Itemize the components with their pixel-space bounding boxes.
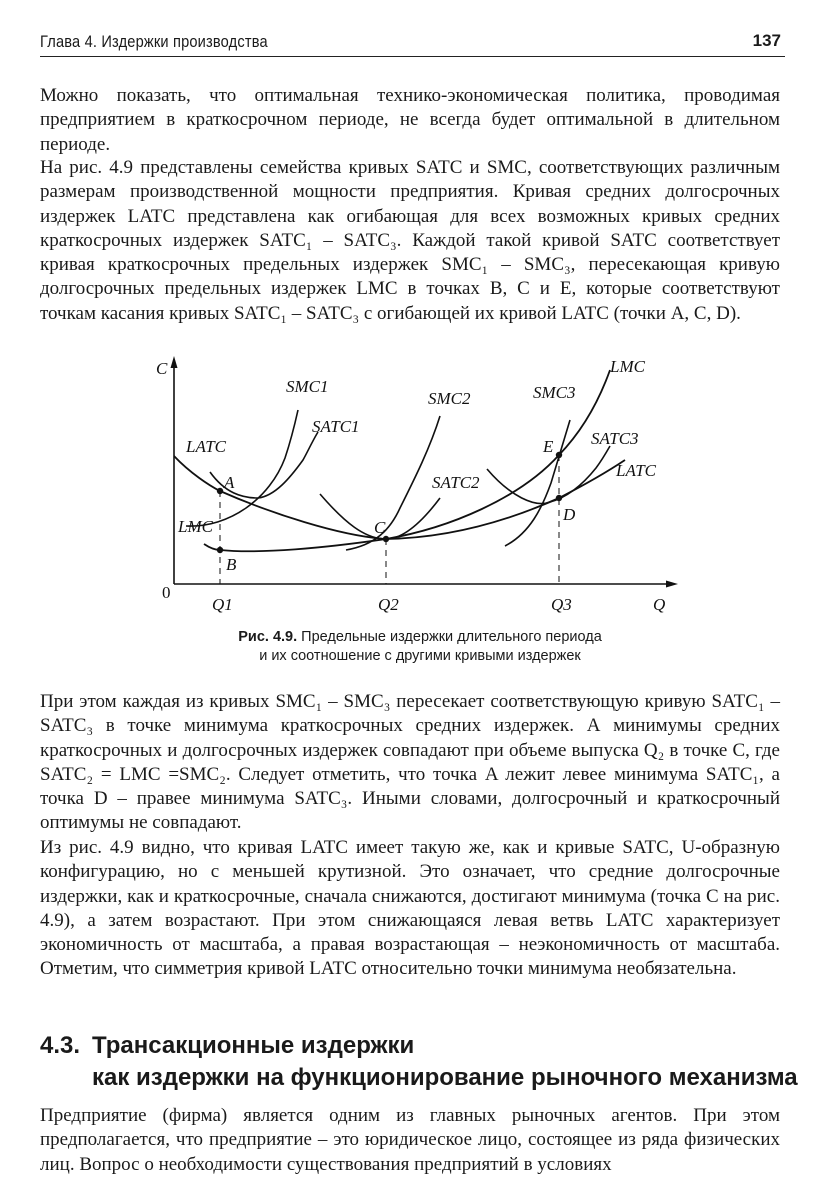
q2-label: Q2 bbox=[378, 595, 399, 614]
satc1-label: SATC1 bbox=[312, 417, 360, 436]
smc2-label: SMC2 bbox=[428, 389, 471, 408]
point-d-label: D bbox=[563, 505, 576, 524]
satc3-label: SATC3 bbox=[591, 429, 639, 448]
smc3-label: SMC3 bbox=[533, 383, 576, 402]
q3-label: Q3 bbox=[551, 595, 572, 614]
caption-number: Рис. 4.9. bbox=[238, 629, 298, 645]
x-axis-label: Q bbox=[653, 595, 666, 614]
y-axis-label: C bbox=[156, 359, 168, 378]
caption-line-1: Предельные издержки длительного периода bbox=[301, 629, 602, 645]
section-heading bbox=[40, 1030, 800, 1094]
point-a bbox=[217, 488, 223, 494]
latc-left-label: LATC bbox=[186, 437, 227, 456]
x-axis-arrow bbox=[666, 581, 678, 588]
section-title-line-1: Трансакционные издержки bbox=[92, 1032, 415, 1059]
point-e-label: E bbox=[543, 437, 554, 456]
section-number: 4.3. bbox=[40, 1032, 81, 1059]
figure-4-9 bbox=[150, 348, 690, 630]
paragraph-3: При этом каждая из кривых SMC₁ – SMC₃ пересекает соответствующую кривую SATC₁ – SATC₃ в точке минимума краткосрочных средних издержек. А минимумы средних краткосрочных и долгосрочных издержек совпадают при объеме выпуска Q₂ в точке C, где SATC₂ = LMC =SMC₂. Следует отметить, что точка A лежит левее минимума SATC₁, а точка D – правее минимума SATC₃. Иными словами, долгосрочный и краткосрочный оптимумы не совпадают. bbox=[40, 691, 780, 834]
smc1-label: SMC1 bbox=[286, 377, 329, 396]
y-axis-arrow bbox=[171, 356, 178, 368]
chapter-title: Глава 4. Издержки производства bbox=[40, 32, 268, 51]
caption-line-2: и их соотношение с другими кривыми издержек bbox=[259, 648, 581, 664]
point-c-label: C bbox=[374, 518, 386, 537]
point-d bbox=[556, 495, 562, 501]
point-b bbox=[217, 547, 223, 553]
section-title-line-2: как издержки на функционирование рыночного механизма bbox=[92, 1064, 798, 1091]
origin-label: 0 bbox=[162, 583, 171, 602]
paragraph-2: На рис. 4.9 представлены семейства кривых SATC и SMC, соответствующих различным размерам производственной мощности предприятия. Кривая средних долгосрочных издержек LATC представлена как огибающая для всех возможных кривых средних краткосрочных издержек SATC₁ – SATC₃. Каждой такой кривой SATC соответствует кривая краткосрочных предельных издержек SMC₁ – SMC₃, пересекающая кривую долгосрочных предельных издержек LMC в точках B, C и E, которые соответствуют точкам касания кривых SATC₁ – SATC₃ с огибающей их кривой LATC (точки A, C, D). bbox=[40, 157, 780, 324]
q1-label: Q1 bbox=[212, 595, 233, 614]
point-e bbox=[556, 452, 562, 458]
smc3-curve bbox=[505, 420, 570, 546]
smc1-curve bbox=[186, 410, 298, 526]
lmc-top-label: LMC bbox=[610, 357, 645, 376]
cost-curves-diagram bbox=[150, 348, 690, 630]
paragraph-4: Из рис. 4.9 видно, что кривая LATC имеет такую же, как и кривые SATC, U-образную конфигурацию, но с меньшей крутизной. Это означает, что средние долгосрочные издержки, как и краткосрочные, сначала снижаются, достигают минимума (точка C на рис. 4.9), а затем возрастают. При этом снижающаяся левая ветвь LATC характеризует экономичность от масштаба, а правая возрастающая – неэкономичность от масштаба. Отметим, что симметрия кривой LATC относительно точки минимума необязательна. bbox=[40, 837, 780, 980]
point-b-label: B bbox=[226, 555, 237, 574]
paragraph-1: Можно показать, что оптимальная технико-экономическая политика, проводимая предприятием в краткосрочном периоде, не всегда будет оптимальной в длительном периоде. bbox=[40, 85, 780, 155]
running-header bbox=[40, 28, 785, 57]
latc-right-label: LATC bbox=[616, 461, 657, 480]
point-a-label: A bbox=[224, 473, 235, 492]
lmc-left-label: LMC bbox=[178, 517, 213, 536]
paragraph-5: Предприятие (фирма) является одним из главных рыночных агентов. При этом предполагается, что предприятие – это юридическое лицо, состоящее из ряда физических лиц. Вопрос о необходимости существования предприятий в условиях bbox=[40, 1105, 780, 1175]
figure-caption bbox=[140, 628, 700, 666]
page-number: 137 bbox=[752, 31, 781, 50]
satc2-label: SATC2 bbox=[432, 473, 480, 492]
